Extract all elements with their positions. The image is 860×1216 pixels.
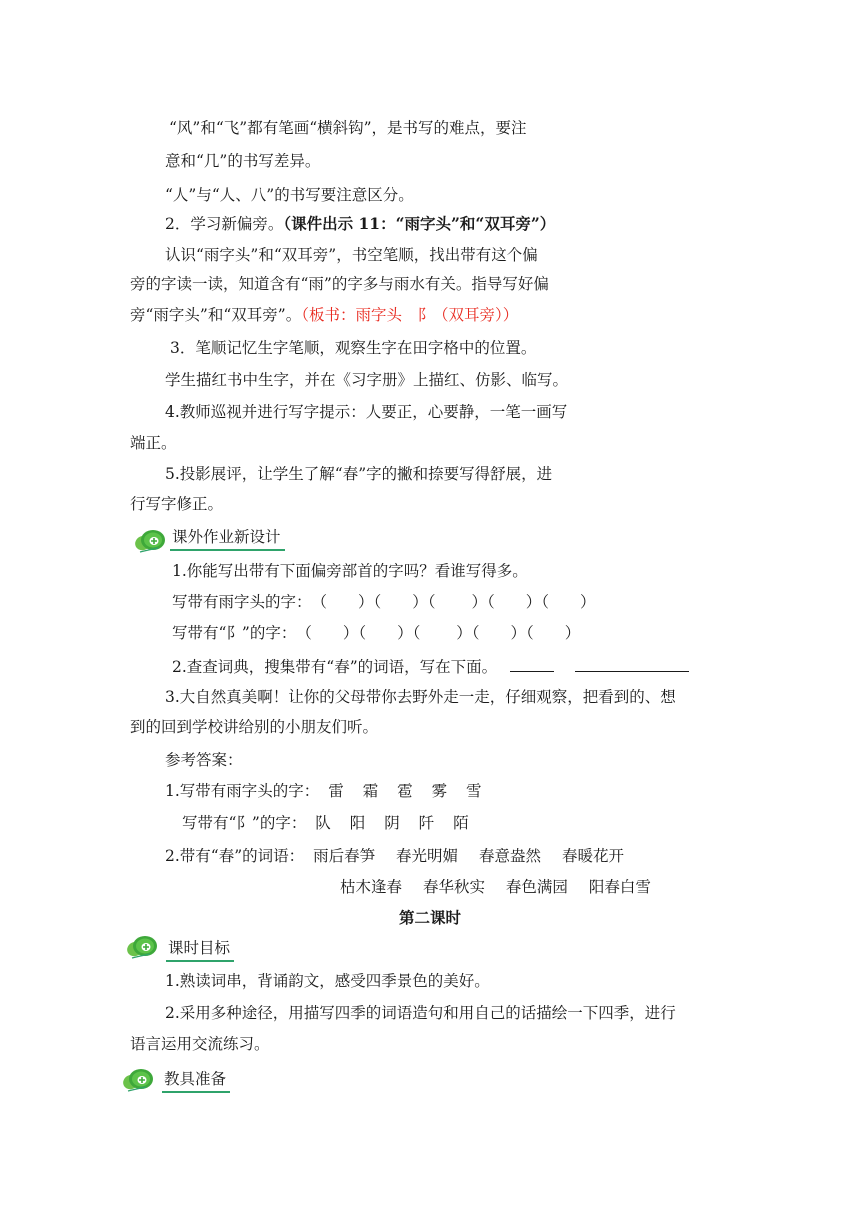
answer-row bbox=[165, 780, 496, 802]
answer-word: 枯木逢春 bbox=[340, 878, 403, 896]
answer-label: 1.写带有雨字头的字： bbox=[165, 782, 320, 800]
text-line bbox=[172, 655, 689, 678]
text-line: 3.大自然真美啊！让你的父母带你去野外走一走，仔细观察，把看到的、想 bbox=[165, 688, 676, 706]
text-line: 3．笔顺记忆生字笔顺，观察生字在田字格中的位置。 bbox=[170, 339, 537, 357]
leaf-bullet-icon bbox=[126, 932, 160, 962]
board-note: （板书：雨字头 阝（双耳旁）） bbox=[301, 306, 519, 324]
fill-row bbox=[172, 622, 580, 644]
answer-word: 春暖花开 bbox=[561, 847, 624, 865]
answer-char: 雹 bbox=[397, 782, 413, 800]
answer-char: 雪 bbox=[466, 782, 482, 800]
answer-word: 雨后春笋 bbox=[313, 847, 376, 865]
answer-row bbox=[182, 812, 483, 834]
step-2-prefix: 2．学习新偏旁。 bbox=[165, 215, 284, 233]
section-title-materials: 教具准备 bbox=[162, 1068, 230, 1093]
text-line: 5.投影展评，让学生了解“春”字的撇和捺要写得舒展，进 bbox=[165, 465, 553, 483]
answer-word: 春色满园 bbox=[505, 878, 568, 896]
answer-blank[interactable] bbox=[575, 655, 689, 672]
lesson-2-title: 第二课时 bbox=[398, 908, 461, 927]
fill-label: 写带有雨字头的字： bbox=[172, 593, 312, 611]
answer-row bbox=[340, 876, 667, 898]
answer-word: 春华秋实 bbox=[422, 878, 485, 896]
answers-heading: 参考答案： bbox=[165, 751, 243, 769]
text-line: 语言运用交流练习。 bbox=[130, 1035, 270, 1053]
text-line: 意和“几”的书写差异。 bbox=[165, 152, 321, 170]
answer-char: 雷 bbox=[328, 782, 344, 800]
answer-char: 霜 bbox=[362, 782, 379, 800]
question-2: 2.查查词典，搜集带有“春”的词语，写在下面。 bbox=[172, 658, 498, 676]
text-line: 旁的字读一读，知道含有“雨”的字多与雨水有关。指导写好偏 bbox=[130, 275, 549, 293]
answer-char: 阳 bbox=[349, 814, 366, 832]
answer-label: 2.带有“春”的词语： bbox=[165, 847, 305, 865]
answer-char: 阡 bbox=[418, 814, 435, 832]
text-line: “人”与“人、八”的书写要注意区分。 bbox=[165, 186, 414, 204]
fill-label: 写带有“阝”的字： bbox=[172, 624, 297, 642]
answer-char: 雾 bbox=[431, 782, 448, 800]
text-line: 1.熟读词串，背诵韵文，感受四季景色的美好。 bbox=[165, 972, 490, 990]
section-title-goals: 课时目标 bbox=[166, 937, 234, 962]
text-line: 2.采用多种途径，用描写四季的词语造句和用自己的话描绘一下四季，进行 bbox=[165, 1004, 676, 1022]
answer-word: 春意盎然 bbox=[478, 847, 541, 865]
answer-word: 春光明媚 bbox=[396, 847, 459, 865]
fill-slots[interactable]: （ ）（ ）（ ）（ ）（ ） bbox=[296, 624, 581, 642]
text-line: 学生描红书中生字，并在《习字册》上描红、仿影、临写。 bbox=[165, 371, 569, 389]
leaf-bullet-icon bbox=[122, 1065, 156, 1095]
answer-char: 阴 bbox=[384, 814, 400, 832]
section-title-homework: 课外作业新设计 bbox=[170, 526, 285, 551]
leaf-bullet-icon bbox=[134, 526, 168, 556]
fill-slots[interactable]: （ ）（ ）（ ）（ ）（ ） bbox=[311, 593, 596, 611]
answer-row bbox=[165, 845, 640, 867]
step-2-heading bbox=[165, 213, 555, 235]
text-line: 到的回到学校讲给别的小朋友们听。 bbox=[130, 718, 379, 736]
text-line bbox=[130, 304, 518, 326]
answer-char: 队 bbox=[315, 814, 331, 832]
answer-char: 陌 bbox=[453, 814, 469, 832]
text-line: “风”和“飞”都有笔画“横斜钩”，是书写的难点，要注 bbox=[169, 119, 527, 137]
answer-label: 写带有“阝”的字： bbox=[182, 814, 307, 832]
text-line: 4.教师巡视并进行写字提示：人要正，心要静，一笔一画写 bbox=[165, 403, 568, 421]
text-line: 端正。 bbox=[130, 434, 177, 452]
text-line: 认识“雨字头”和“双耳旁”，书空笔顺，找出带有这个偏 bbox=[165, 246, 538, 264]
answer-word: 阳春白雪 bbox=[588, 878, 651, 896]
fill-row bbox=[172, 591, 595, 613]
courseware-note: （课件出示 11：“雨字头”和“双耳旁”） bbox=[283, 214, 556, 233]
text-fragment: 旁“雨字头”和“双耳旁”。 bbox=[130, 306, 302, 324]
text-line: 1.你能写出带有下面偏旁部首的字吗？看谁写得多。 bbox=[172, 562, 528, 580]
text-line: 行写字修正。 bbox=[130, 495, 224, 513]
answer-blank[interactable] bbox=[510, 655, 554, 672]
